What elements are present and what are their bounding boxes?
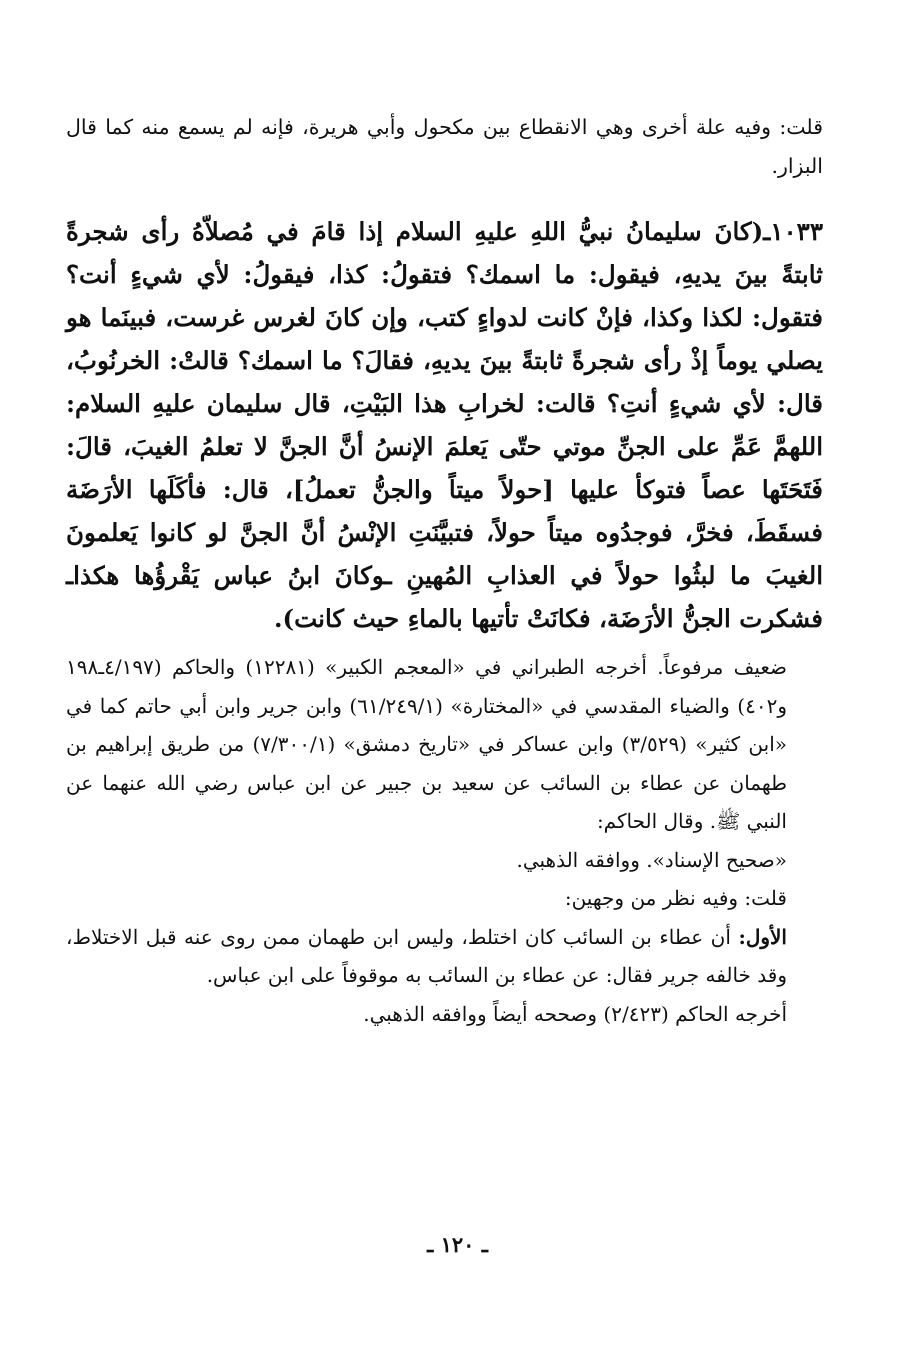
takhrij-paragraph-4 — [66, 918, 823, 995]
first-point-label: الأول: — [738, 924, 787, 949]
hadith-block — [66, 210, 823, 640]
top-note-text: قلت: وفيه علة أخرى وهي الانقطاع بين مكحول وأبي هريرة، فإنه لم يسمع منه كما قال البزار. — [66, 115, 823, 178]
takhrij-paragraph-1: ضعيف مرفوعاً. أخرجه الطبراني في «المعجم الكبير» (١٢٢٨١) والحاكم (٤/١٩٧ـ١٩٨ و٤٠٢) والضياء المقدسي في «المختارة» (٦١/٢٤٩/١) وابن جرير وابن أبي حاتم كما في «ابن كثير» (٣/٥٢٩) وابن عساكر في «تاريخ دمشق» (٧/٣٠٠/١) من طريق إبراهيم بن طهمان عن عطاء بن السائب عن سعيد بن جبير عن ابن عباس رضي الله عنهما عن النبي ﷺ. وقال الحاكم: — [66, 655, 788, 833]
hadith-number: ١٠٣٣ـ — [763, 217, 823, 246]
page-number: ـ ١٢٠ ـ — [427, 1232, 488, 1257]
top-note — [66, 108, 823, 186]
hadith-text: (كانَ سليمانُ نبيُّ اللهِ عليهِ السلام إذا قامَ في مُصلاّهُ رأى شجرةً ثابتةً بينَ يديهِ، فيقول: ما اسمك؟ فتقولُ: كذا، فيقولُ: لأي شيءٍ أنت؟ فتقول: لكذا وكذا، فإنْ كانت لدواءٍ كتب، وإن كانَ لغرس غرست، فبينَما هو يصلي يوماً إذْ رأى شجرةً ثابتةً بينَ يديهِ، فقالَ؟ ما اسمك؟ قالتْ: الخرنُوبُ، قال: لأي شيءٍ أنتِ؟ قالت: لخرابِ هذا البَيْتِ، قال سليمان عليهِ السلام: اللهمَّ عَمِّ على الجنِّ موتي حتّى يَعلمَ الإنسُ أنَّ الجنَّ لا تعلمُ الغيبَ، قالَ: فَتَحَتَها عصاً فتوكأ عليها [حولاً ميتاً والجنُّ تعملُ]، قال: فأكَلَها الأرَضَة فسقَطَ، فخرَّ، فوجدُوه ميتاً حولاً، فتبيَّنَتِ الإنْسُ أنَّ الجنَّ لو كانوا يَعلمونَ الغيبَ ما لبثُوا حولاً في العذابِ المُهينِ ـوكانَ ابنُ عباس يَقْرؤُها هكذاـ فشكرت الجنُّ الأرَضَة، فكانَتْ تأتيها بالماءِ حيث كانت). — [66, 217, 823, 633]
takhrij-paragraph-5: أخرجه الحاكم (٢/٤٢٣) وصححه أيضاً ووافقه الذهبي. — [363, 1001, 787, 1026]
takhrij-paragraph-3: قلت: وفيه نظر من وجهين: — [564, 886, 787, 910]
takhrij-paragraph-2: «صحيح الإسناد». ووافقه الذهبي. — [516, 847, 787, 872]
first-point-text: أن عطاء بن السائب كان اختلط، وليس ابن طهمان ممن روى عنه قبل الاختلاط، وقد خالفه جرير فقال: عن عطاء بن السائب به موقوفاً على ابن عباس. — [66, 924, 787, 987]
takhrij-section — [66, 648, 823, 1033]
